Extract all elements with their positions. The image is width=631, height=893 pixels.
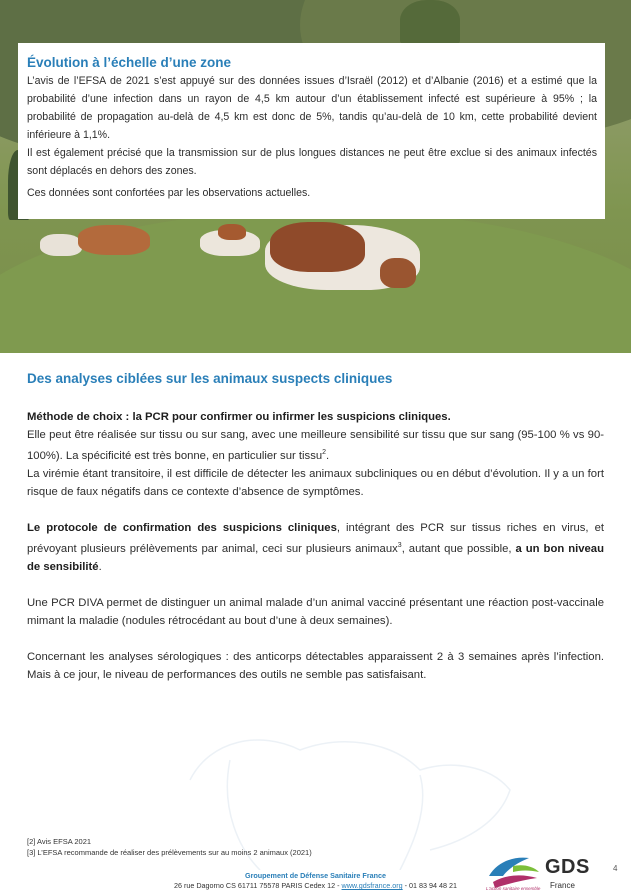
protocol-text: , intégrant des PCR sur tissus riches en virus, et prévoyant plusieurs prélèvements par animal, ceci sur plusieurs animaux [27, 521, 604, 555]
zone-evolution-box [18, 43, 605, 219]
footnotes [27, 836, 312, 858]
serology-paragraph: Concernant les analyses sérologiques : des anticorps détectables apparaissent 2 à 3 semaines après l’infection. Mais à ce jour, le niveau de performances des outils ne semble pas satisfaisant. [27, 650, 604, 681]
method-text: Elle peut être réalisée sur tissu ou sur sang, avec une meilleure sensibilité sur tissu que sur sang (95-100 % vs 90-100%). La spécificité est très bonne, en particulier sur tissu [27, 429, 604, 462]
logo-tagline: L'action sanitaire ensemble [486, 886, 541, 891]
footnote: [2] Avis EFSA 2021 [27, 837, 92, 846]
footer-address: 26 rue Dagorno CS 61711 75578 PARIS Cedex 12 - [173, 881, 342, 890]
footer-org: Groupement de Défense Sanitaire France [245, 871, 386, 880]
photo-cow [270, 222, 365, 272]
photo-tree [400, 0, 460, 45]
zone-title: Évolution à l’échelle d’une zone [27, 55, 232, 70]
page-number: 4 [613, 864, 618, 873]
photo-cow [40, 234, 82, 256]
viremia-paragraph: La virémie étant transitoire, il est difficile de détecter les animaux subcliniques ou en début d’évolution. Il y a un fort risque de faux négatifs dans ce contexte d’absence de symptômes. [27, 467, 604, 498]
website-link[interactable]: www.gdsfrance.org [341, 881, 403, 890]
photo-cow [380, 258, 416, 288]
main-text [27, 408, 604, 684]
diva-paragraph: Une PCR DIVA permet de distinguer un animal malade d’un animal vacciné présentant une réaction post-vaccinale mimant la maladie (nodules rétrocédant au bout d’une à deux semaines). [27, 596, 604, 627]
logo-sub: France [550, 881, 575, 890]
pasture-photo [0, 0, 631, 353]
footnote-ref: 3 [397, 541, 402, 549]
protocol-heading: Le protocole de confirmation des suspicions cliniques [27, 521, 337, 534]
footer-phone: - 01 83 94 48 21 [402, 881, 458, 890]
protocol-conclusion: a un bon niveau de sensibilité [27, 542, 604, 573]
logo-name: GDS [545, 856, 590, 878]
protocol-paragraph: Le protocole de confirmation des suspicions cliniques, intégrant des PCR sur tissus riches en virus, et prévoyant plusieurs prélèvements par animal, ceci sur plusieurs animaux$^3$, autant que possible, a un bon niveau de sensibilité. [27, 521, 604, 573]
zone-paragraph: L’avis de l’EFSA de 2021 s’est appuyé sur des données issues d’Israël (2012) et d’Albanie (2016) et a estimé que la probabilité d’une infection dans un rayon de 4,5 km autour d’un établissement infecté est supérieure à 95% ; la probabilité de propagation au-delà de 4,5 km est donc de 5%, tandis qu’au-delà de 10 km, cette probabilité devient inférieure à 1,1%. [27, 75, 597, 141]
method-heading: Méthode de choix : la PCR pour confirmer ou infirmer les suspicions cliniques. [27, 411, 451, 423]
zone-text [27, 72, 597, 202]
zone-paragraph: Il est également précisé que la transmission sur de plus longues distances ne peut être exclue si des animaux infectés sont déplacés en dehors des zones. [27, 147, 597, 177]
footnote-ref: 2 [322, 449, 327, 456]
protocol-text: , autant que possible, [401, 542, 512, 555]
photo-cow [218, 224, 246, 240]
zone-paragraph: Ces données sont confortées par les observations actuelles. [27, 187, 311, 199]
footnote: [3] L’EFSA recommande de réaliser des prélèvements sur au moins 2 animaux (2021) [27, 848, 312, 857]
section-title: Des analyses ciblées sur les animaux suspects cliniques [27, 371, 393, 386]
photo-cow [78, 225, 150, 255]
method-paragraph: Elle peut être réalisée sur tissu ou sur sang, avec une meilleure sensibilité sur tissu que sur sang (95-100 % vs 90-100%). La spécificité est très bonne, en particulier sur tissu$^2$. [27, 429, 604, 462]
